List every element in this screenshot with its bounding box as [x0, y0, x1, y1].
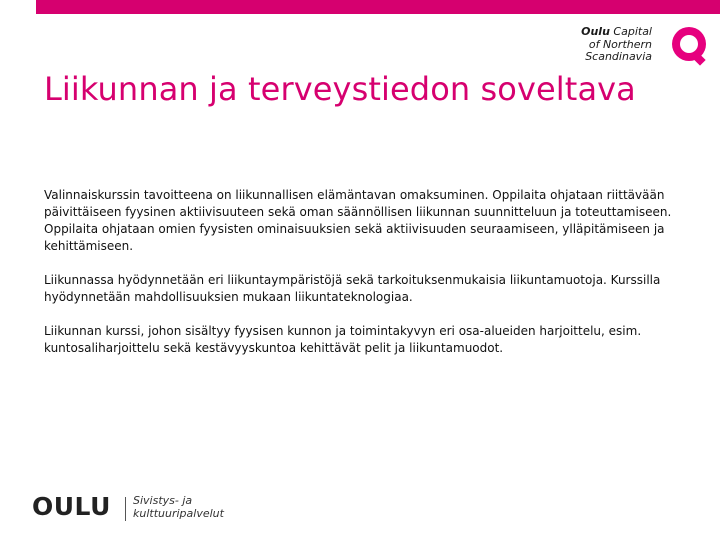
body-paragraph-1: Valinnaiskurssin tavoitteena on liikunnallisen elämäntavan omaksuminen. Oppilaita ohjataan riittävään päivittäiseen fyysinen aktiivisuuteen sekä oman säännöllisen liikunnan suunnitteluun ja toteuttamiseen. Oppilaita ohjataan omien fyysisten ominaisuuksien sekä aktiivisuuden seuraamiseen, ylläpitämiseen ja kehittämiseen.	[44, 188, 672, 253]
slide-body	[44, 187, 680, 374]
footer-unit-line-2: kulttuuripalvelut	[133, 506, 224, 520]
brand-line-3: Scandinavia	[585, 50, 652, 63]
footer-unit-line-1: Sivistys- ja	[133, 494, 193, 507]
brand-line-2: of Northern	[588, 37, 652, 51]
brand-tagline	[581, 26, 652, 64]
footer-oulu-logo	[32, 492, 252, 526]
footer-logo-word: OULU	[32, 492, 111, 521]
top-accent-bar	[36, 0, 720, 14]
body-paragraph-3: Liikunnan kurssi, johon sisältyy fyysisen kunnon ja toimintakyvyn eri osa-alueiden harjoittelu, esim. kuntosaliharjoittelu sekä kestävyyskuntoa kehittävät pelit ja liikuntamuodot.	[44, 324, 642, 355]
footer-unit-name	[133, 495, 224, 520]
brand-line-1: Oulu Capital	[581, 25, 652, 38]
footer-logo-divider	[125, 497, 126, 521]
body-paragraph-2: Liikunnassa hyödynnetään eri liikuntaympäristöjä sekä tarkoituksenmukaisia liikuntamuotoja. Kurssilla hyödynnetään mahdollisuuksien mukaan liikuntateknologiaa.	[44, 273, 661, 304]
slide-title: Liikunnan ja terveystiedon soveltava	[44, 70, 636, 108]
